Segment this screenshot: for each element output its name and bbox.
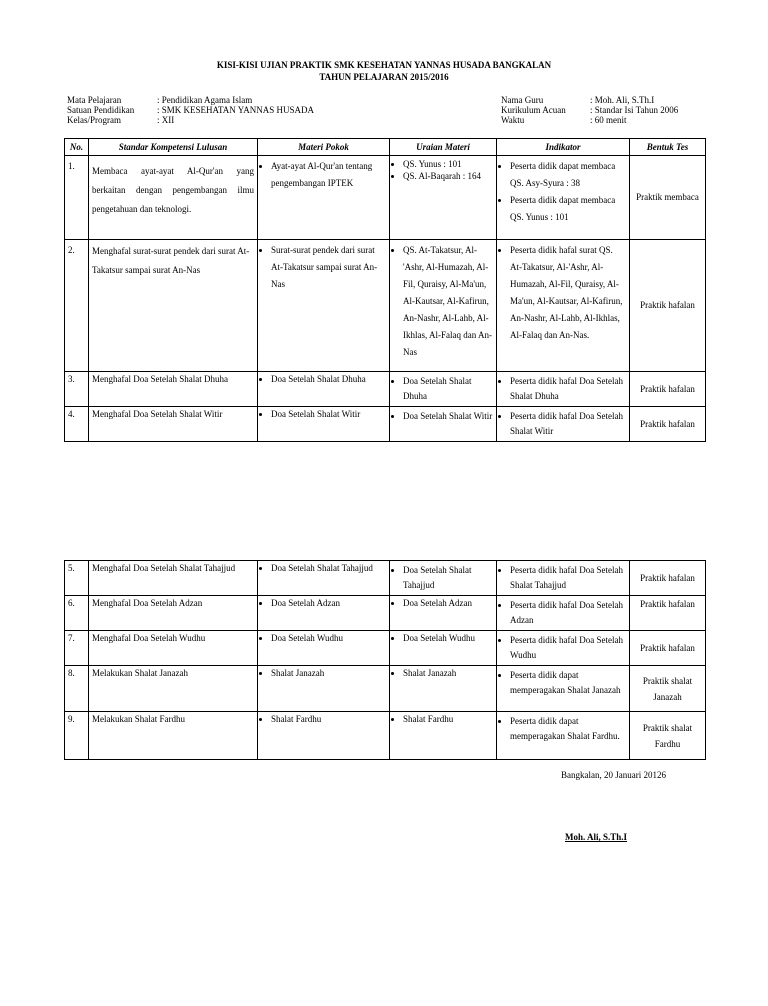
list-item: • Doa Setelah Shalat Witir [271,409,386,420]
cell-uraian [390,561,497,596]
cell-materi [258,596,390,631]
table-row [65,666,706,712]
kisi-table-page1 [64,138,706,442]
list-item: • Shalat Janazah [403,668,493,679]
cell-uraian [390,372,497,407]
cell-uraian [390,712,497,760]
cell-materi [258,631,390,666]
info-label: Mata Pelajaran [67,95,122,105]
cell-standar: Membaca ayat-ayat Al-Qur'an yang berkaitan dengan pengembangan ilmu pengetahuan dan teknologi. [89,156,258,240]
cell-no: 4. [65,407,89,442]
cell-indikator [497,596,630,631]
place-date: Bangkalan, 20 Januari 20126 [561,770,666,780]
table-row [65,156,706,240]
list-item: • QS. Yunus : 101 [403,158,493,170]
list-item: • Ayat-ayat Al-Qur'an tentang pengembangan IPTEK [271,158,386,192]
table-row [65,596,706,631]
cell-no: 3. [65,372,89,407]
cell-uraian [390,407,497,442]
cell-uraian [390,631,497,666]
cell-bentuk-tes: Praktik hafalan [630,561,706,596]
document-title: KISI-KISI UJIAN PRAKTIK SMK KESEHATAN YANNAS HUSADA BANGKALAN [216,60,552,70]
cell-bentuk-tes: Praktik hafalan [630,596,706,631]
kisi-table-page2 [64,560,706,760]
info-value: : 60 menit [590,115,627,125]
list-item: • Doa Setelah Adzan [403,598,493,609]
list-item: • Surat-surat pendek dari surat At-Takatsur sampai surat An-Nas [271,242,386,293]
cell-no: 1. [65,156,89,240]
info-label: Nama Guru [501,95,544,105]
info-value: : SMK KESEHATAN YANNAS HUSADA [157,105,314,115]
cell-indikator [497,561,630,596]
cell-indikator [497,407,630,442]
info-label: Satuan Pendidikan [67,105,135,115]
list-item: • Peserta didik dapat memperagakan Shalat Fardhu. [510,714,626,744]
list-item: • Peserta didik hafal Doa Setelah Wudhu [510,633,626,663]
cell-standar: Menghafal Doa Setelah Wudhu [89,631,258,666]
cell-standar: Melakukan Shalat Janazah [89,666,258,712]
list-item: • Doa Setelah Shalat Dhuha [403,374,493,404]
cell-standar: Melakukan Shalat Fardhu [89,712,258,760]
info-label: Waktu [501,115,525,125]
info-value: : Standar Isi Tahun 2006 [590,105,679,115]
info-right-values [590,95,678,125]
list-item: • QS. At-Takatsur, Al-'Ashr, Al-Humazah, Al-Fil, Quraisy, Al-Ma'un, Al-Kautsar, Al-Kafirun, An-Nashr, Al-Lahb, Al-Ikhlas, Al-Falaq dan An-Nas [403,242,493,361]
table-header-row [65,139,706,156]
list-item: • Doa Setelah Wudhu [403,633,493,644]
list-item: • Peserta didik dapat memperagakan Shalat Janazah [510,668,626,698]
list-item: • Shalat Janazah [271,668,386,679]
cell-indikator [497,666,630,712]
info-left-values [157,95,314,125]
cell-materi [258,407,390,442]
info-label: Kurikulum Acuan [501,105,566,115]
cell-bentuk-tes: Praktik hafalan [630,631,706,666]
table-row [65,407,706,442]
cell-materi [258,666,390,712]
col-header-bentuk: Bentuk Tes [630,139,706,156]
cell-standar: Menghafal Doa Setelah Shalat Tahajjud [89,561,258,596]
cell-standar: Menghafal Doa Setelah Adzan [89,596,258,631]
table-row [65,372,706,407]
col-header-no: No. [65,139,89,156]
info-label: Kelas/Program [67,115,121,125]
list-item: • Doa Setelah Shalat Dhuha [271,374,386,385]
document-subtitle: TAHUN PELAJARAN 2015/2016 [319,72,449,82]
table-row [65,561,706,596]
col-header-indikator: Indikator [497,139,630,156]
list-item: • Peserta didik hafal Doa Setelah Shalat Tahajjud [510,563,626,593]
info-value: : Moh. Ali, S.Th.I [590,95,655,105]
col-header-standar: Standar Kompetensi Lulusan [89,139,258,156]
table-row [65,631,706,666]
cell-standar: Menghafal surat-surat pendek dari surat At-Takatsur sampai surat An-Nas [89,240,258,372]
info-value: : XII [157,115,175,125]
cell-materi [258,372,390,407]
cell-indikator [497,631,630,666]
signature-name: Moh. Ali, S.Th.I [565,832,628,842]
cell-no: 2. [65,240,89,372]
cell-materi [258,712,390,760]
list-item: • Doa Setelah Wudhu [271,633,386,644]
list-item: • Peserta didik dapat membaca QS. Asy-Syura : 38 [510,158,626,192]
cell-uraian [390,156,497,240]
info-left-labels [67,95,134,125]
list-item: • Peserta didik dapat membaca QS. Yunus : 101 [510,192,626,226]
cell-bentuk-tes: Praktik hafalan [630,240,706,372]
cell-standar: Menghafal Doa Setelah Shalat Dhuha [89,372,258,407]
cell-bentuk-tes: Praktik hafalan [630,372,706,407]
cell-bentuk-tes: Praktik membaca [630,156,706,240]
table-row [65,240,706,372]
cell-no: 7. [65,631,89,666]
cell-materi [258,240,390,372]
table-row [65,712,706,760]
info-value: : Pendidikan Agama Islam [157,95,253,105]
cell-indikator [497,240,630,372]
cell-no: 8. [65,666,89,712]
list-item: • Peserta didik hafal Doa Setelah Shalat Witir [510,409,626,439]
list-item: • Doa Setelah Shalat Tahajjud [403,563,493,593]
cell-bentuk-tes: Praktik shalat Janazah [630,666,706,712]
cell-materi [258,156,390,240]
cell-standar: Menghafal Doa Setelah Shalat Witir [89,407,258,442]
list-item: • Peserta didik hafal Doa Setelah Adzan [510,598,626,628]
info-right-labels [501,95,566,125]
cell-bentuk-tes: Praktik shalat Fardhu [630,712,706,760]
col-header-materi: Materi Pokok [258,139,390,156]
list-item: • Peserta didik hafal Doa Setelah Shalat Dhuha [510,374,626,404]
list-item: • Doa Setelah Adzan [271,598,386,609]
cell-indikator [497,372,630,407]
list-item: • Shalat Fardhu [271,714,386,725]
cell-materi [258,561,390,596]
list-item: • Shalat Fardhu [403,714,493,725]
list-item: • Doa Setelah Shalat Witir [403,409,493,424]
cell-bentuk-tes: Praktik hafalan [630,407,706,442]
list-item: • Peserta didik hafal surat QS. At-Takatsur, Al-'Ashr, Al-Humazah, Al-Fil, Quraisy, Al-Ma'un, Al-Kautsar, Al-Kafirun, An-Nashr, Al-Lahb, Al-Ikhlas, Al-Falaq dan An-Nas. [510,242,626,344]
cell-no: 6. [65,596,89,631]
list-item: • QS. Al-Baqarah : 164 [403,170,493,182]
cell-uraian [390,596,497,631]
list-item: • Doa Setelah Shalat Tahajjud [271,563,386,574]
cell-uraian [390,240,497,372]
col-header-uraian: Uraian Materi [390,139,497,156]
cell-no: 9. [65,712,89,760]
cell-uraian [390,666,497,712]
cell-indikator [497,156,630,240]
cell-indikator [497,712,630,760]
cell-no: 5. [65,561,89,596]
